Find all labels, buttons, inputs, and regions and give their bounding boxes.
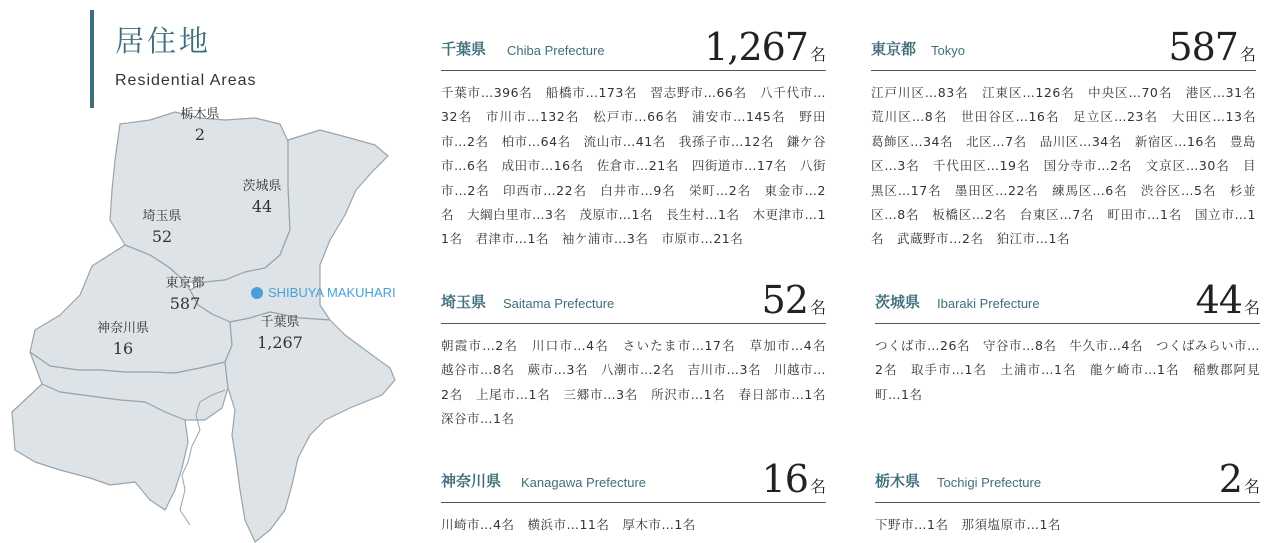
section-count-unit: 名 bbox=[809, 477, 826, 496]
section-chiba bbox=[441, 25, 826, 252]
section-count-number: 587 bbox=[1168, 25, 1238, 69]
map-count-saitama: 52 bbox=[151, 227, 173, 246]
section-body-tochigi: 下野市…1名 那須塩原市…1名 bbox=[875, 517, 1061, 532]
section-count bbox=[704, 25, 826, 69]
section-name-jp: 栃木県 bbox=[875, 472, 921, 490]
map-label-ibaraki bbox=[232, 178, 292, 218]
page-subtitle: Residential Areas bbox=[115, 72, 257, 89]
section-count-unit: 名 bbox=[809, 45, 826, 64]
map-count-kanagawa: 16 bbox=[112, 339, 134, 358]
section-name-jp: 茨城県 bbox=[875, 293, 921, 311]
section-count-unit: 名 bbox=[1239, 45, 1256, 64]
section-name-en: Tokyo bbox=[931, 43, 965, 58]
section-count-unit: 名 bbox=[809, 298, 826, 317]
section-count-number: 1,267 bbox=[704, 25, 808, 69]
section-count bbox=[1195, 278, 1260, 322]
section-name-en: Kanagawa Prefecture bbox=[521, 475, 647, 490]
section-header-saitama bbox=[441, 278, 826, 324]
section-name-jp: 千葉県 bbox=[441, 40, 487, 58]
kanto-map bbox=[0, 90, 410, 543]
map-name-saitama: 埼玉県 bbox=[142, 209, 182, 224]
section-count bbox=[1168, 25, 1256, 69]
section-count bbox=[761, 457, 826, 501]
map-count-ibaraki: 44 bbox=[251, 197, 273, 216]
section-body-ibaraki: つくば市…26名 守谷市…8名 牛久市…4名 つくばみらい市…2名 取手市…1名 土浦市…1名 龍ケ崎市…1名 稲敷郡阿見町…1名 bbox=[875, 338, 1260, 402]
section-tokyo bbox=[871, 25, 1270, 252]
section-name-jp: 東京都 bbox=[871, 40, 917, 58]
section-header-kanagawa bbox=[441, 457, 826, 503]
map-label-tokyo bbox=[155, 275, 215, 315]
section-body-saitama: 朝霞市…2名 川口市…4名 さいたま市…17名 草加市…4名 越谷市…8名 蕨市…3名 八潮市…2名 吉川市…3名 川越市…2名 上尾市…1名 三郷市…3名 所沢市…1名 春日部市…1名 深谷市…1名 bbox=[441, 338, 840, 427]
map-name-kanagawa: 神奈川県 bbox=[96, 321, 149, 336]
venue-dot-icon bbox=[251, 287, 263, 299]
map-label-chiba bbox=[248, 314, 312, 354]
section-body-tokyo: 江戸川区…83名 江東区…126名 中央区…70名 港区…31名 荒川区…8名 世田谷区…16名 足立区…23名 大田区…13名 葛飾区…34名 北区…7名 品川区…34名 新宿区…16名 豊島区…3名 千代田区…19名 国分寺市…2名 文京区…30名 目黒区…17名 墨田区…22名 練馬区…6名 渋谷区…5名 杉並区…8名 板橋区…2名 台東区…7名 町田市…1名 国立市…1名 武蔵野市…2名 狛江市…1名 bbox=[871, 85, 1270, 247]
section-name-en: Tochigi Prefecture bbox=[937, 475, 1042, 490]
section-header-tokyo bbox=[871, 25, 1256, 71]
section-name-jp: 埼玉県 bbox=[441, 293, 487, 311]
venue-marker bbox=[251, 285, 396, 300]
section-count bbox=[1218, 457, 1260, 501]
section-count-number: 52 bbox=[761, 278, 808, 322]
section-header-tochigi bbox=[875, 457, 1260, 503]
section-header-ibaraki bbox=[875, 278, 1260, 324]
section-tochigi bbox=[875, 457, 1260, 537]
section-name-en: Chiba Prefecture bbox=[507, 43, 605, 58]
map-name-tokyo: 東京都 bbox=[165, 276, 205, 291]
map-count-tochigi: 2 bbox=[194, 125, 206, 144]
section-body-kanagawa: 川崎市…4名 横浜市…11名 厚木市…1名 bbox=[441, 517, 696, 532]
section-body-chiba: 千葉市…396名 船橋市…173名 習志野市…66名 八千代市…32名 市川市…132名 松戸市…66名 浦安市…145名 野田市…2名 柏市…64名 流山市…41名 我孫子市…12名 鎌ケ谷市…6名 成田市…16名 佐倉市…21名 四街道市…17名 八街市…2名 印西市…22名 白井市…9名 栄町…2名 東金市…2名 大綱白里市…3名 茂原市…1名 長生村…1名 木更津市…11名 君津市…1名 袖ケ浦市…3名 市原市…21名 bbox=[441, 85, 826, 247]
section-saitama bbox=[441, 278, 840, 432]
venue-label: SHIBUYA MAKUHARI bbox=[268, 285, 396, 300]
page-title: 居住地 bbox=[115, 24, 212, 58]
map-name-chiba: 千葉県 bbox=[260, 315, 300, 330]
section-count-number: 2 bbox=[1218, 457, 1242, 501]
section-name-en: Saitama Prefecture bbox=[503, 296, 615, 311]
map-count-chiba: 1,267 bbox=[257, 333, 303, 352]
section-name-jp: 神奈川県 bbox=[441, 472, 502, 490]
section-count-number: 16 bbox=[761, 457, 808, 501]
map-name-tochigi: 栃木県 bbox=[180, 107, 220, 122]
section-count-unit: 名 bbox=[1243, 298, 1260, 317]
kanto-map-svg bbox=[0, 90, 410, 543]
section-header-chiba bbox=[441, 25, 826, 71]
section-kanagawa bbox=[441, 457, 826, 537]
map-label-tochigi bbox=[170, 106, 230, 146]
section-count bbox=[761, 278, 826, 322]
section-count-unit: 名 bbox=[1243, 477, 1260, 496]
map-name-ibaraki: 茨城県 bbox=[242, 179, 282, 194]
map-label-kanagawa bbox=[88, 320, 158, 360]
section-name-en: Ibaraki Prefecture bbox=[937, 296, 1040, 311]
map-count-tokyo: 587 bbox=[169, 294, 201, 313]
section-ibaraki bbox=[875, 278, 1260, 407]
map-label-saitama bbox=[132, 208, 192, 248]
section-count-number: 44 bbox=[1195, 278, 1242, 322]
